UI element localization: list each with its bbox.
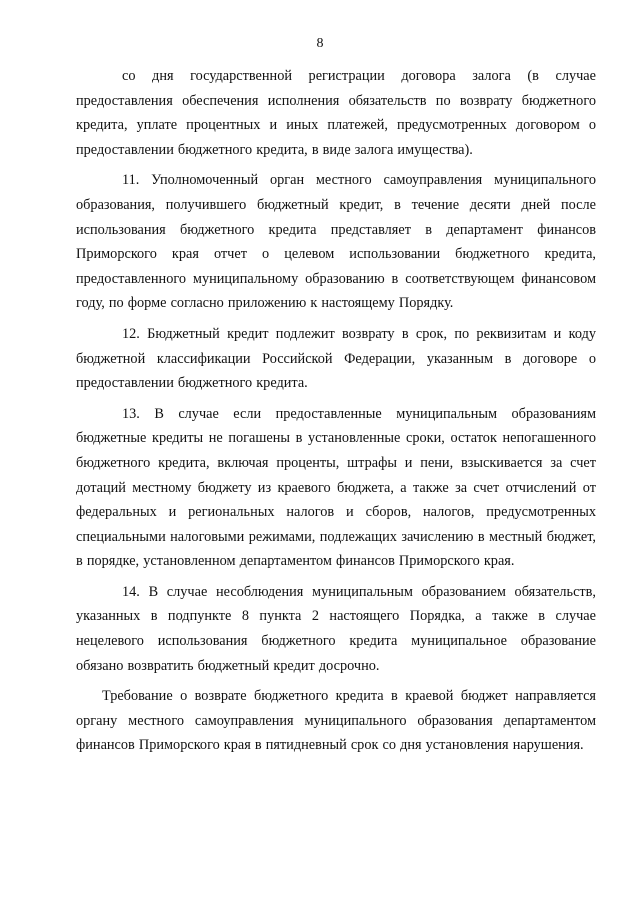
paragraph-item-11: 11. Уполномоченный орган местного самоуправления муниципального образования, получившего бюджетный кредит, в течение десяти дней после использования бюджетного кредита представляет в департамент финансов Приморского края отчет о целевом использовании бюджетного кредита, предоставленного муниципальному образованию в соответствующем финансовом году, по форме согласно приложению к настоящему Порядку.	[76, 172, 596, 312]
paragraph-item-13: 13. В случае если предоставленные муниципальным образованиям бюджетные кредиты не погашены в установленные сроки, остаток непогашенного бюджетного кредита, включая проценты, штрафы и пени, взыскивается за счет дотаций местному бюджету из краевого бюджета, а также за счет отчислений от федеральных и региональных налогов и сборов, налогов, предусмотренных специальными налоговыми режимами, подлежащих зачислению в местный бюджет, в порядке, установленном департаментом финансов Приморского края.	[76, 405, 596, 570]
paragraph-requirement: Требование о возврате бюджетного кредита в краевой бюджет направляется органу местного самоуправления муниципального образования департаментом финансов Приморского края в пятидневный срок со дня установления нарушения.	[76, 688, 596, 754]
paragraph-item-12: 12. Бюджетный кредит подлежит возврату в срок, по реквизитам и коду бюджетной классификации Российской Федерации, указанным в договоре о предоставлении бюджетного кредита.	[76, 325, 596, 392]
page-number: 8	[316, 36, 324, 51]
document-body	[76, 64, 596, 764]
paragraph-continuation: со дня государственной регистрации договора залога (в случае предоставления обеспечения исполнения обязательств по возврату бюджетного кредита, уплате процентных и иных платежей, предусмотренных договором о предоставлении бюджетного кредита, в виде залога имущества).	[76, 68, 596, 158]
paragraph-item-14: 14. В случае несоблюдения муниципальным образованием обязательств, указанных в подпункте 8 пункта 2 настоящего Порядка, а также в случае нецелевого использования бюджетного кредита муниципальное образование обязано возвратить бюджетный кредит досрочно.	[76, 583, 596, 674]
